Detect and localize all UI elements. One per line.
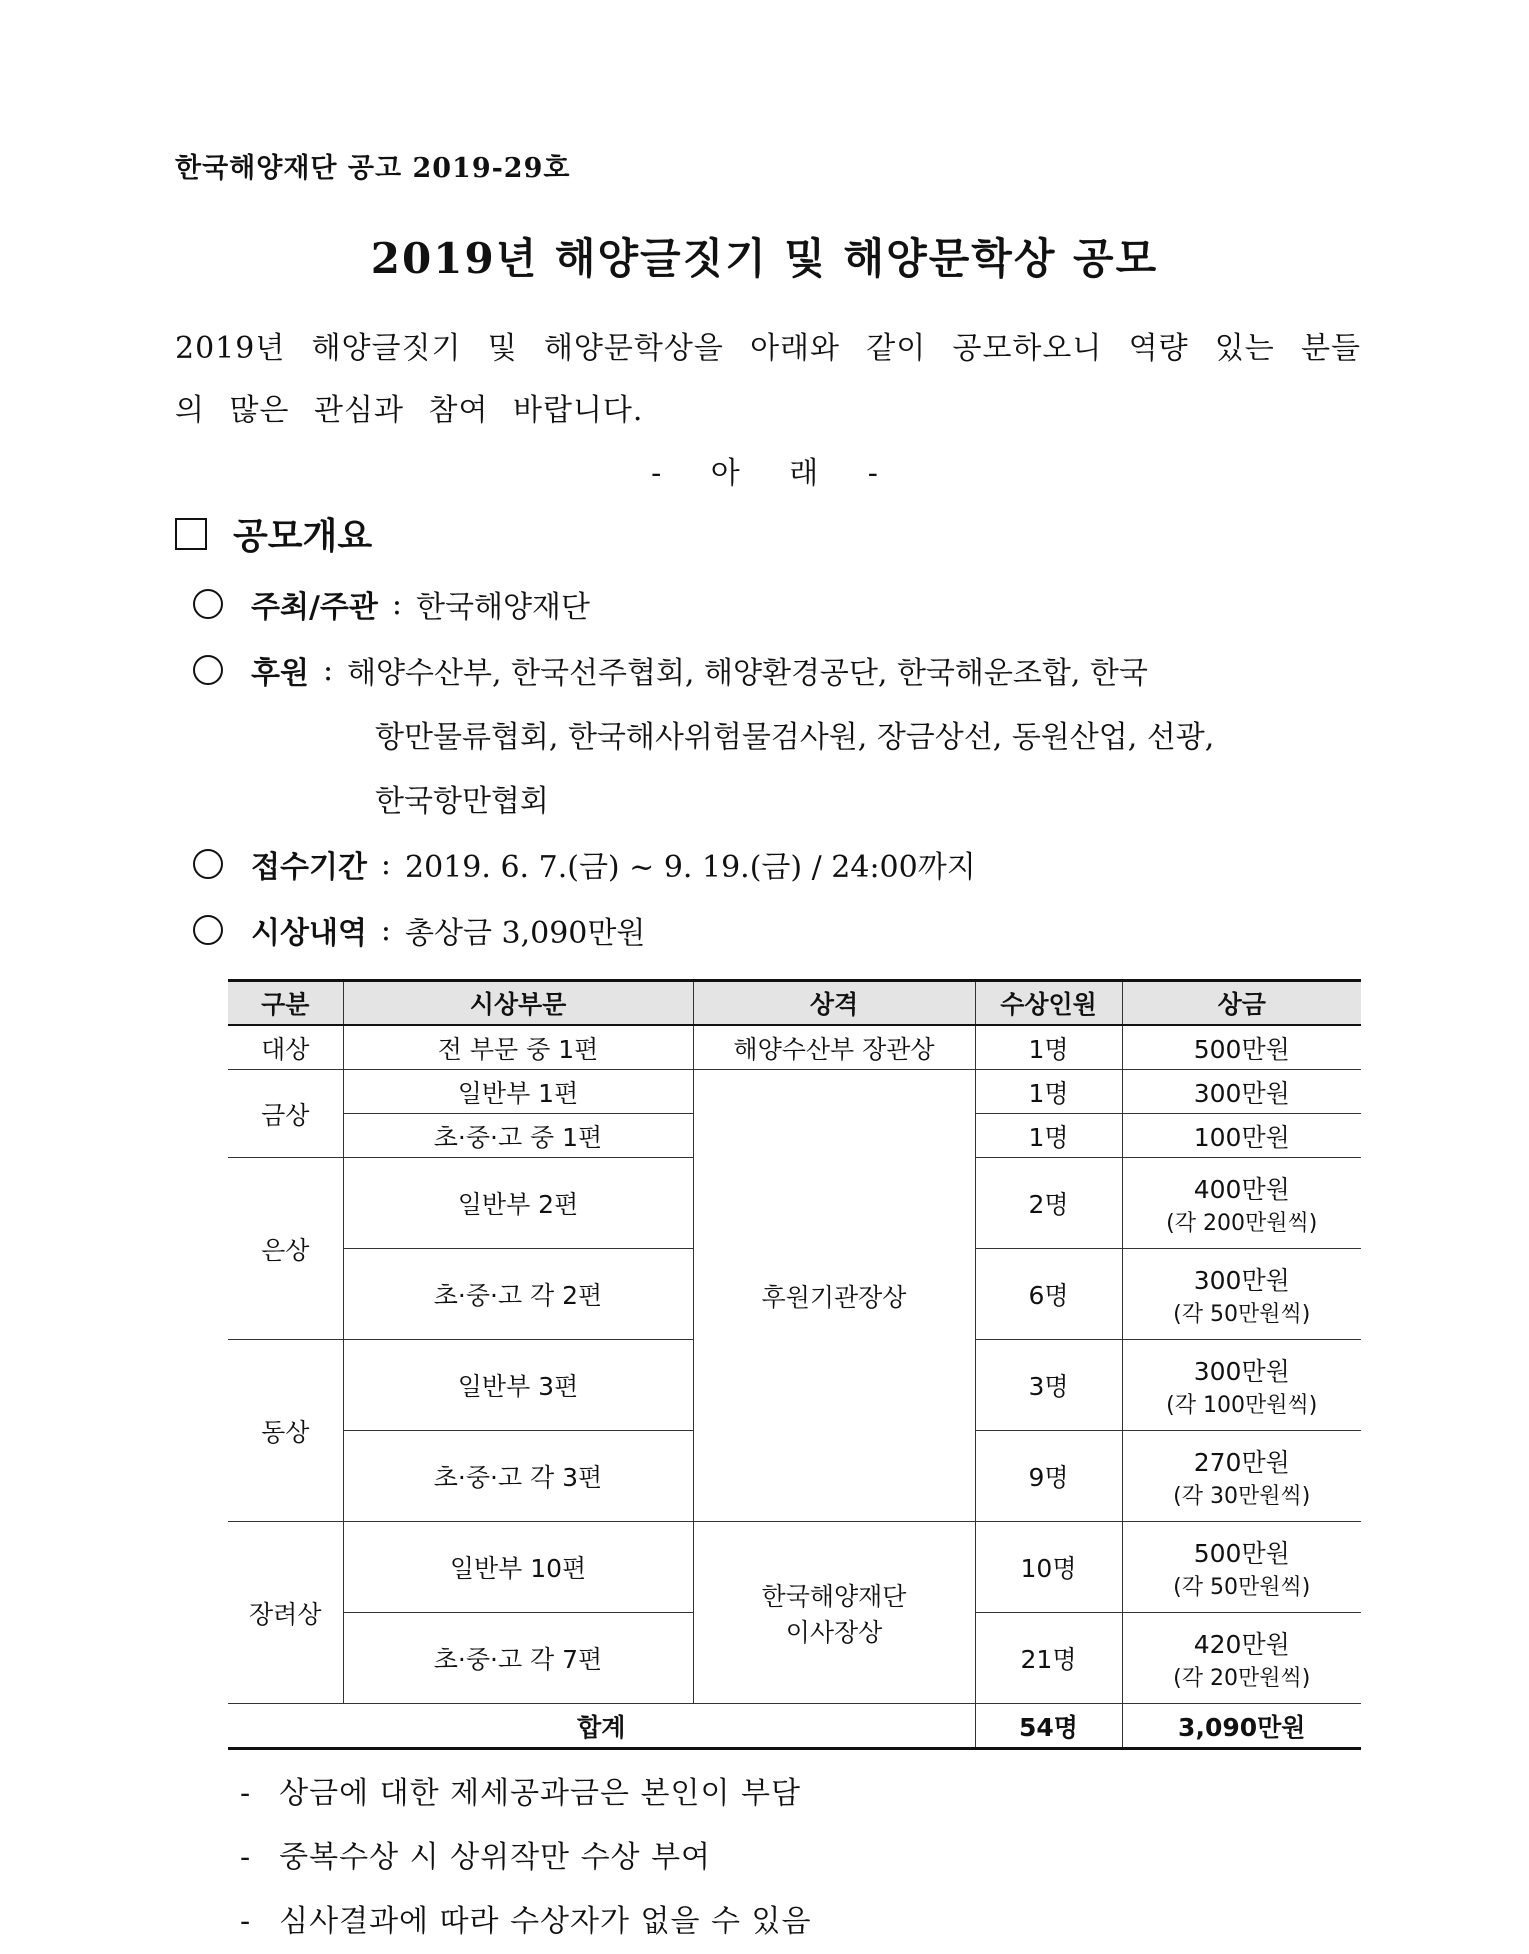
award-line: 한국해양재단 (761, 1581, 907, 1611)
prize-each: (각 200만원씩) (1166, 1210, 1318, 1236)
document-title: 2019년 해양글짓기 및 해양문학상 공모 (370, 234, 1159, 283)
award-cell: 후원기관장상 (693, 1070, 975, 1522)
count-cell: 1명 (975, 1070, 1122, 1114)
prize-cell (1122, 1522, 1361, 1613)
category-cell: 은상 (228, 1158, 343, 1340)
item-value: 한국해양재단 (416, 590, 590, 625)
count-cell: 9명 (975, 1431, 1122, 1522)
item-label: 주최/주관 (251, 590, 378, 625)
notice-number: 한국해양재단 공고 2019-29호 (175, 153, 571, 184)
square-bullet-icon (175, 518, 207, 550)
award-line: 이사장상 (785, 1617, 883, 1647)
column-header: 수상인원 (975, 981, 1122, 1026)
total-label: 합계 (228, 1704, 975, 1749)
note-dash: - (240, 1776, 252, 1811)
prize-cell: 500만원 (1122, 1025, 1361, 1070)
table-row (228, 1522, 1361, 1613)
item-label: 접수기간 (251, 850, 367, 885)
prize-cell (1122, 1613, 1361, 1704)
prize-each: (각 30만원씩) (1173, 1483, 1311, 1509)
division-cell: 초·중·고 각 3편 (343, 1431, 693, 1522)
column-header: 상격 (693, 981, 975, 1026)
prize-amount: 500만원 (1193, 1538, 1290, 1568)
category-cell: 장려상 (228, 1522, 343, 1704)
note-item (240, 1832, 711, 1876)
item-label: 시상내역 (251, 916, 367, 951)
division-cell: 일반부 10편 (343, 1522, 693, 1613)
item-separator: : (391, 586, 402, 622)
item-separator: : (322, 652, 334, 688)
prize-amount: 400만원 (1193, 1174, 1290, 1204)
prize-each: (각 50만원씩) (1173, 1301, 1311, 1327)
column-header: 상금 (1122, 981, 1361, 1026)
award-table (228, 979, 1361, 1750)
prize-cell (1122, 1431, 1361, 1522)
category-cell: 동상 (228, 1340, 343, 1522)
category-cell: 대상 (228, 1025, 343, 1070)
prize-cell (1122, 1249, 1361, 1340)
item-separator: : (380, 846, 392, 882)
circle-bullet-icon (193, 849, 223, 879)
prize-each: (각 100만원씩) (1166, 1392, 1318, 1418)
count-cell: 10명 (975, 1522, 1122, 1613)
division-cell: 일반부 2편 (343, 1158, 693, 1249)
division-cell: 초·중·고 중 1편 (343, 1114, 693, 1158)
item-sponsors (193, 648, 1148, 692)
item-label: 후원 (251, 656, 309, 691)
prize-amount: 300만원 (1193, 1265, 1290, 1295)
division-cell: 일반부 1편 (343, 1070, 693, 1114)
item-awards (193, 908, 645, 952)
prize-amount: 270만원 (1193, 1447, 1290, 1477)
column-header: 구분 (228, 981, 343, 1026)
count-cell: 1명 (975, 1025, 1122, 1070)
division-cell: 일반부 3편 (343, 1340, 693, 1431)
award-cell: 해양수산부 장관상 (693, 1025, 975, 1070)
circle-bullet-icon (193, 915, 223, 945)
table-row (228, 1025, 1361, 1070)
count-cell: 3명 (975, 1340, 1122, 1431)
item-separator: : (380, 912, 392, 948)
prize-each: (각 50만원씩) (1173, 1574, 1311, 1600)
count-cell: 6명 (975, 1249, 1122, 1340)
circle-bullet-icon (193, 589, 223, 619)
section-heading-label: 공모개요 (233, 515, 373, 557)
division-cell: 초·중·고 각 2편 (343, 1249, 693, 1340)
prize-amount: 420만원 (1193, 1629, 1290, 1659)
table-header-row (228, 981, 1361, 1026)
prize-cell (1122, 1158, 1361, 1249)
table-total-row (228, 1704, 1361, 1749)
section-heading (175, 508, 372, 559)
note-item (240, 1896, 812, 1940)
total-count: 54명 (975, 1704, 1122, 1749)
note-text: 상금에 대한 제세공과금은 본인이 부담 (279, 1776, 801, 1811)
table-row (228, 1070, 1361, 1114)
count-cell: 21명 (975, 1613, 1122, 1704)
item-value: 2019. 6. 7.(금) ~ 9. 19.(금) / 24:00까지 (405, 850, 976, 885)
award-cell (693, 1522, 975, 1704)
division-cell: 초·중·고 각 7편 (343, 1613, 693, 1704)
note-dash: - (240, 1904, 252, 1939)
prize-cell: 300만원 (1122, 1070, 1361, 1114)
note-item (240, 1768, 801, 1812)
division-cell: 전 부문 중 1편 (343, 1025, 693, 1070)
item-period (193, 842, 976, 886)
count-cell: 2명 (975, 1158, 1122, 1249)
item-value-continued: 한국항만협회 (375, 784, 549, 819)
prize-amount: 300만원 (1193, 1356, 1290, 1386)
item-value-continued: 항만물류협회, 한국해사위험물검사원, 장금상선, 동원산업, 선광, (375, 720, 1215, 755)
note-text: 중복수상 시 상위작만 수상 부여 (279, 1840, 712, 1875)
total-prize: 3,090만원 (1122, 1704, 1361, 1749)
item-value: 총상금 3,090만원 (405, 916, 646, 951)
column-header: 시상부문 (343, 981, 693, 1026)
intro-paragraph: 2019년 해양글짓기 및 해양문학상을 아래와 같이 공모하오니 역량 있는 분들의 많은 관심과 참여 바랍니다. (175, 331, 1361, 428)
note-dash: - (240, 1840, 252, 1875)
count-cell: 1명 (975, 1114, 1122, 1158)
category-cell: 금상 (228, 1070, 343, 1158)
item-value: 해양수산부, 한국선주협회, 해양환경공단, 한국해운조합, 한국 (347, 656, 1148, 691)
circle-bullet-icon (193, 655, 223, 685)
item-host (193, 582, 590, 626)
prize-cell: 100만원 (1122, 1114, 1361, 1158)
prize-each: (각 20만원씩) (1173, 1665, 1311, 1691)
note-text: 심사결과에 따라 수상자가 없을 수 있음 (279, 1904, 812, 1939)
prize-cell (1122, 1340, 1361, 1431)
below-marker: - 아 래 - (651, 456, 878, 491)
